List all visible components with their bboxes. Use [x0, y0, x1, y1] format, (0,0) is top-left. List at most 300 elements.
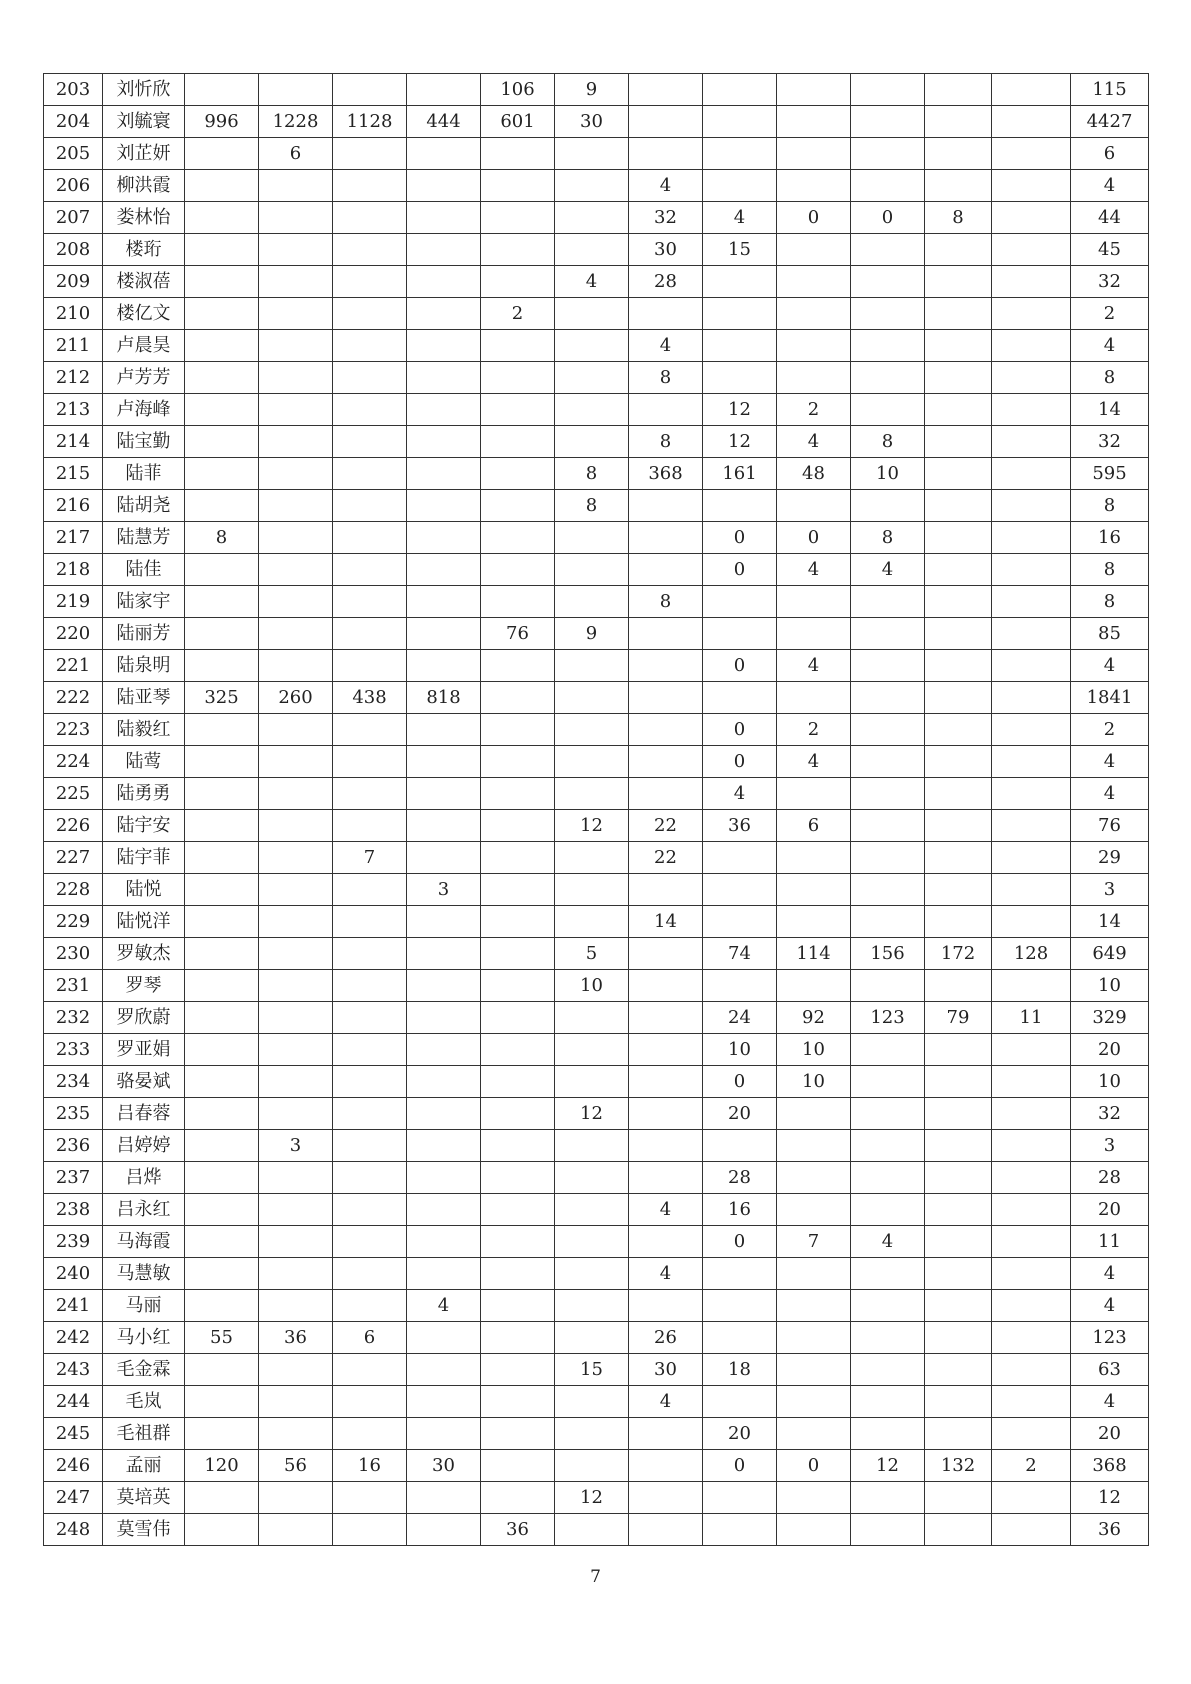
value-cell	[851, 330, 925, 362]
value-cell	[851, 298, 925, 330]
value-cell	[703, 1290, 777, 1322]
value-cell	[407, 298, 481, 330]
total-cell: 28	[1071, 1162, 1149, 1194]
value-cell	[185, 1034, 259, 1066]
value-cell	[629, 1482, 703, 1514]
table-row	[44, 266, 1149, 298]
value-cell	[851, 746, 925, 778]
value-cell	[185, 362, 259, 394]
value-cell: 7	[777, 1226, 851, 1258]
value-cell	[555, 234, 629, 266]
value-cell: 444	[407, 106, 481, 138]
value-cell	[629, 490, 703, 522]
value-cell	[703, 330, 777, 362]
value-cell: 28	[629, 266, 703, 298]
value-cell: 4	[777, 746, 851, 778]
value-cell	[992, 106, 1071, 138]
value-cell: 26	[629, 1322, 703, 1354]
value-cell: 15	[703, 234, 777, 266]
row-number-cell: 204	[44, 106, 103, 138]
table-row	[44, 426, 1149, 458]
value-cell	[555, 1514, 629, 1546]
table-row	[44, 234, 1149, 266]
value-cell: 14	[629, 906, 703, 938]
value-cell	[555, 202, 629, 234]
value-cell	[851, 1130, 925, 1162]
row-number-cell: 230	[44, 938, 103, 970]
value-cell	[481, 1354, 555, 1386]
value-cell	[185, 1290, 259, 1322]
total-cell: 29	[1071, 842, 1149, 874]
value-cell	[851, 970, 925, 1002]
value-cell	[185, 618, 259, 650]
value-cell	[555, 1386, 629, 1418]
value-cell	[407, 618, 481, 650]
value-cell	[851, 778, 925, 810]
value-cell	[185, 330, 259, 362]
row-number-cell: 215	[44, 458, 103, 490]
value-cell	[259, 554, 333, 586]
value-cell	[703, 74, 777, 106]
value-cell	[333, 1098, 407, 1130]
total-cell: 4427	[1071, 106, 1149, 138]
value-cell	[629, 298, 703, 330]
value-cell	[481, 874, 555, 906]
value-cell	[259, 970, 333, 1002]
value-cell	[629, 1418, 703, 1450]
value-cell	[259, 1418, 333, 1450]
value-cell	[407, 1258, 481, 1290]
value-cell	[407, 1514, 481, 1546]
value-cell	[703, 1514, 777, 1546]
value-cell: 20	[703, 1098, 777, 1130]
table-row	[44, 810, 1149, 842]
value-cell	[992, 618, 1071, 650]
value-cell	[629, 1130, 703, 1162]
name-cell: 刘毓寰	[103, 106, 185, 138]
value-cell	[185, 1098, 259, 1130]
row-number-cell: 211	[44, 330, 103, 362]
value-cell	[851, 682, 925, 714]
value-cell	[555, 650, 629, 682]
total-cell: 12	[1071, 1482, 1149, 1514]
value-cell: 15	[555, 1354, 629, 1386]
total-cell: 16	[1071, 522, 1149, 554]
value-cell	[407, 586, 481, 618]
value-cell	[333, 234, 407, 266]
value-cell	[629, 1450, 703, 1482]
name-cell: 陆家宇	[103, 586, 185, 618]
value-cell	[555, 522, 629, 554]
table-row	[44, 970, 1149, 1002]
table-row	[44, 1226, 1149, 1258]
total-cell: 4	[1071, 330, 1149, 362]
row-number-cell: 222	[44, 682, 103, 714]
total-cell: 4	[1071, 650, 1149, 682]
table-row	[44, 74, 1149, 106]
name-cell: 毛岚	[103, 1386, 185, 1418]
value-cell	[259, 1002, 333, 1034]
value-cell	[481, 1066, 555, 1098]
value-cell: 79	[925, 1002, 992, 1034]
row-number-cell: 248	[44, 1514, 103, 1546]
value-cell	[185, 1130, 259, 1162]
value-cell	[407, 1002, 481, 1034]
value-cell	[555, 842, 629, 874]
value-cell	[925, 1130, 992, 1162]
value-cell	[629, 682, 703, 714]
value-cell	[481, 1002, 555, 1034]
table-row	[44, 906, 1149, 938]
name-cell: 陆胡尧	[103, 490, 185, 522]
value-cell	[333, 298, 407, 330]
value-cell	[703, 362, 777, 394]
value-cell: 8	[925, 202, 992, 234]
name-cell: 陆泉明	[103, 650, 185, 682]
value-cell	[259, 1290, 333, 1322]
row-number-cell: 239	[44, 1226, 103, 1258]
value-cell	[259, 778, 333, 810]
value-cell: 16	[703, 1194, 777, 1226]
value-cell	[407, 1354, 481, 1386]
value-cell	[925, 1066, 992, 1098]
value-cell: 4	[555, 266, 629, 298]
value-cell	[481, 650, 555, 682]
value-cell	[407, 938, 481, 970]
value-cell	[555, 874, 629, 906]
value-cell	[851, 394, 925, 426]
value-cell	[185, 1418, 259, 1450]
value-cell	[925, 1354, 992, 1386]
value-cell	[481, 1226, 555, 1258]
value-cell: 0	[703, 554, 777, 586]
value-cell: 5	[555, 938, 629, 970]
value-cell	[407, 458, 481, 490]
value-cell	[925, 394, 992, 426]
value-cell	[259, 906, 333, 938]
row-number-cell: 225	[44, 778, 103, 810]
value-cell	[407, 490, 481, 522]
value-cell	[703, 842, 777, 874]
value-cell: 10	[703, 1034, 777, 1066]
value-cell	[333, 138, 407, 170]
value-cell	[481, 362, 555, 394]
row-number-cell: 244	[44, 1386, 103, 1418]
table-row	[44, 586, 1149, 618]
value-cell	[555, 1258, 629, 1290]
value-cell: 818	[407, 682, 481, 714]
value-cell: 1128	[333, 106, 407, 138]
name-cell: 罗欣蔚	[103, 1002, 185, 1034]
value-cell: 4	[629, 170, 703, 202]
value-cell	[555, 1066, 629, 1098]
value-cell	[407, 394, 481, 426]
value-cell: 36	[703, 810, 777, 842]
name-cell: 陆菲	[103, 458, 185, 490]
value-cell: 20	[703, 1418, 777, 1450]
name-cell: 陆亚琴	[103, 682, 185, 714]
value-cell	[851, 1386, 925, 1418]
value-cell	[925, 1258, 992, 1290]
table-row	[44, 1418, 1149, 1450]
value-cell	[481, 586, 555, 618]
row-number-cell: 229	[44, 906, 103, 938]
value-cell	[407, 522, 481, 554]
total-cell: 649	[1071, 938, 1149, 970]
total-cell: 32	[1071, 266, 1149, 298]
value-cell: 325	[185, 682, 259, 714]
value-cell	[407, 1322, 481, 1354]
value-cell	[777, 266, 851, 298]
table-row	[44, 1002, 1149, 1034]
value-cell: 22	[629, 842, 703, 874]
value-cell	[925, 1322, 992, 1354]
value-cell: 8	[851, 522, 925, 554]
value-cell	[481, 1034, 555, 1066]
value-cell	[703, 1386, 777, 1418]
value-cell	[555, 1034, 629, 1066]
value-cell	[925, 426, 992, 458]
value-cell	[481, 1450, 555, 1482]
value-cell	[925, 778, 992, 810]
value-cell: 6	[259, 138, 333, 170]
value-cell: 0	[703, 1066, 777, 1098]
table-row	[44, 554, 1149, 586]
value-cell	[555, 1162, 629, 1194]
value-cell	[333, 810, 407, 842]
value-cell	[992, 874, 1071, 906]
value-cell	[333, 202, 407, 234]
value-cell: 438	[333, 682, 407, 714]
value-cell	[629, 1514, 703, 1546]
table-row	[44, 1290, 1149, 1322]
value-cell	[481, 1386, 555, 1418]
value-cell	[185, 1386, 259, 1418]
value-cell	[333, 1130, 407, 1162]
value-cell	[851, 490, 925, 522]
value-cell	[407, 1482, 481, 1514]
value-cell: 12	[555, 1098, 629, 1130]
value-cell	[481, 1418, 555, 1450]
value-cell	[851, 1034, 925, 1066]
value-cell	[481, 522, 555, 554]
value-cell	[555, 586, 629, 618]
value-cell	[333, 650, 407, 682]
value-cell	[333, 362, 407, 394]
value-cell	[851, 650, 925, 682]
name-cell: 马海霞	[103, 1226, 185, 1258]
value-cell: 16	[333, 1450, 407, 1482]
value-cell	[333, 426, 407, 458]
row-number-cell: 241	[44, 1290, 103, 1322]
value-cell	[992, 810, 1071, 842]
total-cell: 10	[1071, 1066, 1149, 1098]
value-cell: 6	[333, 1322, 407, 1354]
row-number-cell: 226	[44, 810, 103, 842]
value-cell	[925, 234, 992, 266]
table-row	[44, 362, 1149, 394]
total-cell: 32	[1071, 426, 1149, 458]
value-cell	[185, 842, 259, 874]
value-cell	[407, 362, 481, 394]
total-cell: 85	[1071, 618, 1149, 650]
value-cell	[185, 234, 259, 266]
total-cell: 2	[1071, 298, 1149, 330]
value-cell	[259, 1034, 333, 1066]
value-cell	[333, 1002, 407, 1034]
table-row	[44, 1386, 1149, 1418]
value-cell	[481, 970, 555, 1002]
value-cell	[777, 74, 851, 106]
value-cell	[851, 106, 925, 138]
value-cell	[992, 778, 1071, 810]
name-cell: 陆宇菲	[103, 842, 185, 874]
row-number-cell: 235	[44, 1098, 103, 1130]
value-cell	[185, 458, 259, 490]
value-cell: 30	[629, 1354, 703, 1386]
name-cell: 吕烨	[103, 1162, 185, 1194]
value-cell	[259, 1258, 333, 1290]
value-cell	[925, 458, 992, 490]
value-cell	[555, 1322, 629, 1354]
table-row	[44, 1034, 1149, 1066]
table-body	[44, 74, 1149, 1546]
row-number-cell: 219	[44, 586, 103, 618]
row-number-cell: 245	[44, 1418, 103, 1450]
value-cell	[703, 1258, 777, 1290]
total-cell: 4	[1071, 1290, 1149, 1322]
value-cell	[992, 522, 1071, 554]
value-cell	[555, 362, 629, 394]
table-row	[44, 170, 1149, 202]
table-row	[44, 618, 1149, 650]
name-cell: 莫培英	[103, 1482, 185, 1514]
value-cell	[259, 618, 333, 650]
value-cell	[481, 1098, 555, 1130]
value-cell: 8	[629, 426, 703, 458]
value-cell	[333, 1386, 407, 1418]
name-cell: 罗琴	[103, 970, 185, 1002]
value-cell	[629, 938, 703, 970]
value-cell	[703, 298, 777, 330]
value-cell: 76	[481, 618, 555, 650]
value-cell: 36	[481, 1514, 555, 1546]
value-cell	[851, 266, 925, 298]
table-row	[44, 1258, 1149, 1290]
value-cell	[555, 298, 629, 330]
total-cell: 10	[1071, 970, 1149, 1002]
name-cell: 柳洪霞	[103, 170, 185, 202]
name-cell: 陆宇安	[103, 810, 185, 842]
name-cell: 吕永红	[103, 1194, 185, 1226]
value-cell	[992, 1258, 1071, 1290]
value-cell	[555, 746, 629, 778]
row-number-cell: 242	[44, 1322, 103, 1354]
value-cell	[629, 1162, 703, 1194]
value-cell	[333, 330, 407, 362]
value-cell: 4	[629, 330, 703, 362]
value-cell	[259, 426, 333, 458]
row-number-cell: 237	[44, 1162, 103, 1194]
value-cell: 4	[629, 1194, 703, 1226]
value-cell	[925, 874, 992, 906]
value-cell	[481, 330, 555, 362]
value-cell: 0	[703, 1226, 777, 1258]
value-cell: 48	[777, 458, 851, 490]
value-cell	[259, 394, 333, 426]
value-cell	[925, 842, 992, 874]
value-cell	[407, 1194, 481, 1226]
total-cell: 44	[1071, 202, 1149, 234]
value-cell	[481, 1162, 555, 1194]
total-cell: 595	[1071, 458, 1149, 490]
value-cell	[407, 714, 481, 746]
value-cell: 8	[185, 522, 259, 554]
value-cell: 156	[851, 938, 925, 970]
value-cell	[407, 650, 481, 682]
value-cell	[333, 1066, 407, 1098]
table-row	[44, 1130, 1149, 1162]
value-cell	[407, 1066, 481, 1098]
value-cell	[777, 1354, 851, 1386]
value-cell	[992, 1354, 1071, 1386]
value-cell	[407, 266, 481, 298]
name-cell: 莫雪伟	[103, 1514, 185, 1546]
row-number-cell: 216	[44, 490, 103, 522]
total-cell: 123	[1071, 1322, 1149, 1354]
value-cell	[333, 1482, 407, 1514]
value-cell	[851, 1162, 925, 1194]
value-cell	[407, 426, 481, 458]
value-cell	[925, 138, 992, 170]
name-cell: 罗亚娟	[103, 1034, 185, 1066]
table-row	[44, 490, 1149, 522]
value-cell	[629, 618, 703, 650]
total-cell: 8	[1071, 586, 1149, 618]
value-cell	[481, 746, 555, 778]
value-cell	[555, 778, 629, 810]
name-cell: 陆勇勇	[103, 778, 185, 810]
value-cell: 2	[777, 714, 851, 746]
value-cell	[992, 682, 1071, 714]
value-cell: 0	[703, 714, 777, 746]
value-cell	[185, 170, 259, 202]
total-cell: 32	[1071, 1098, 1149, 1130]
value-cell	[185, 1514, 259, 1546]
value-cell	[992, 842, 1071, 874]
value-cell	[333, 74, 407, 106]
value-cell	[481, 938, 555, 970]
value-cell	[629, 522, 703, 554]
value-cell	[992, 714, 1071, 746]
value-cell	[851, 74, 925, 106]
name-cell: 马小红	[103, 1322, 185, 1354]
value-cell: 172	[925, 938, 992, 970]
value-cell: 0	[703, 746, 777, 778]
value-cell: 4	[629, 1258, 703, 1290]
value-cell	[992, 1066, 1071, 1098]
table-row	[44, 874, 1149, 906]
value-cell	[703, 682, 777, 714]
table-row	[44, 394, 1149, 426]
row-number-cell: 214	[44, 426, 103, 458]
value-cell	[629, 970, 703, 1002]
value-cell	[259, 938, 333, 970]
value-cell: 8	[555, 458, 629, 490]
value-cell	[925, 906, 992, 938]
value-cell: 4	[629, 1386, 703, 1418]
table-row	[44, 138, 1149, 170]
